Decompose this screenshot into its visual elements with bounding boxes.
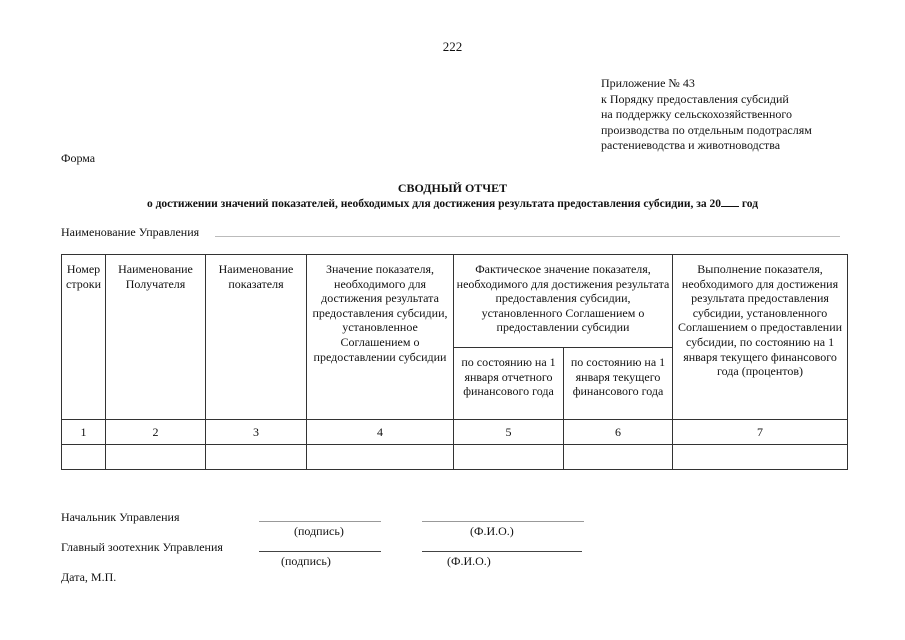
data-cell[interactable] bbox=[564, 445, 673, 470]
appendix-line: к Порядку предоставления субсидий bbox=[601, 91, 789, 106]
column-number: 4 bbox=[307, 420, 454, 445]
appendix-line: на поддержку сельскохозяйственного bbox=[601, 107, 793, 121]
management-name-field[interactable] bbox=[215, 236, 840, 237]
data-cell[interactable] bbox=[62, 445, 106, 470]
column-number: 1 bbox=[62, 420, 106, 445]
data-cell[interactable] bbox=[206, 445, 307, 470]
header-reporting-year: по состоянию на 1 января отчетного финансового года bbox=[454, 348, 564, 420]
header-indicator-name: Наименование показателя bbox=[206, 255, 307, 420]
head-name-field[interactable] bbox=[422, 521, 584, 522]
page-number: 222 bbox=[442, 39, 463, 54]
report-table bbox=[61, 254, 848, 470]
document-title: СВОДНЫЙ ОТЧЕТ bbox=[397, 181, 508, 195]
appendix-line: растениеводства и животноводства bbox=[601, 138, 781, 152]
data-cell[interactable] bbox=[307, 445, 454, 470]
header-fulfillment: Выполнение показателя, необходимого для достижения результата предоставления субсидии, установленного Соглашением о предоставлении субсидии, по состоянию на 1 января текущего финансового года (процентов) bbox=[673, 255, 848, 420]
zoo-signature-field[interactable] bbox=[259, 551, 381, 552]
header-recipient: Наименование Получателя bbox=[106, 255, 206, 420]
header-row-number: Номер строки bbox=[62, 255, 106, 420]
column-number: 5 bbox=[454, 420, 564, 445]
year-blank[interactable] bbox=[721, 196, 739, 207]
head-name-caption: (Ф.И.О.) bbox=[470, 524, 514, 538]
data-cell[interactable] bbox=[454, 445, 564, 470]
appendix-line: Приложение № 43 bbox=[601, 76, 695, 90]
date-label: Дата, М.П. bbox=[61, 570, 117, 584]
zoo-name-caption: (Ф.И.О.) bbox=[447, 554, 491, 568]
data-cell[interactable] bbox=[106, 445, 206, 470]
header-current-year: по состоянию на 1 января текущего финансового года bbox=[564, 348, 673, 420]
column-number: 3 bbox=[206, 420, 307, 445]
head-label: Начальник Управления bbox=[61, 510, 180, 524]
appendix-block bbox=[601, 76, 812, 154]
head-signature-field[interactable] bbox=[259, 521, 381, 522]
header-indicator-value: Значение показателя, необходимого для достижения результата предоставления субсидии, установленное Соглашением о предоставлении субсидии bbox=[307, 255, 454, 420]
zootechnician-label: Главный зоотехник Управления bbox=[61, 540, 223, 554]
column-number: 2 bbox=[106, 420, 206, 445]
data-cell[interactable] bbox=[673, 445, 848, 470]
subtitle-prefix: о достижении значений показателей, необходимых для достижения результата предоставления субсидии, за 20 bbox=[146, 198, 721, 210]
form-label: Форма bbox=[61, 151, 96, 165]
column-number: 7 bbox=[673, 420, 848, 445]
head-sign-caption: (подпись) bbox=[294, 524, 344, 538]
header-actual-value: Фактическое значение показателя, необходимого для достижения результата предоставления субсидии, установленного Соглашением о предоставлении субсидии bbox=[454, 255, 673, 348]
zoo-sign-caption: (подпись) bbox=[281, 554, 331, 568]
subtitle-suffix: год bbox=[738, 198, 759, 210]
column-number: 6 bbox=[564, 420, 673, 445]
document-subtitle bbox=[0, 196, 905, 210]
appendix-line: производства по отдельным подотраслям bbox=[601, 122, 812, 137]
zoo-name-field[interactable] bbox=[422, 551, 582, 552]
management-label: Наименование Управления bbox=[61, 225, 200, 239]
